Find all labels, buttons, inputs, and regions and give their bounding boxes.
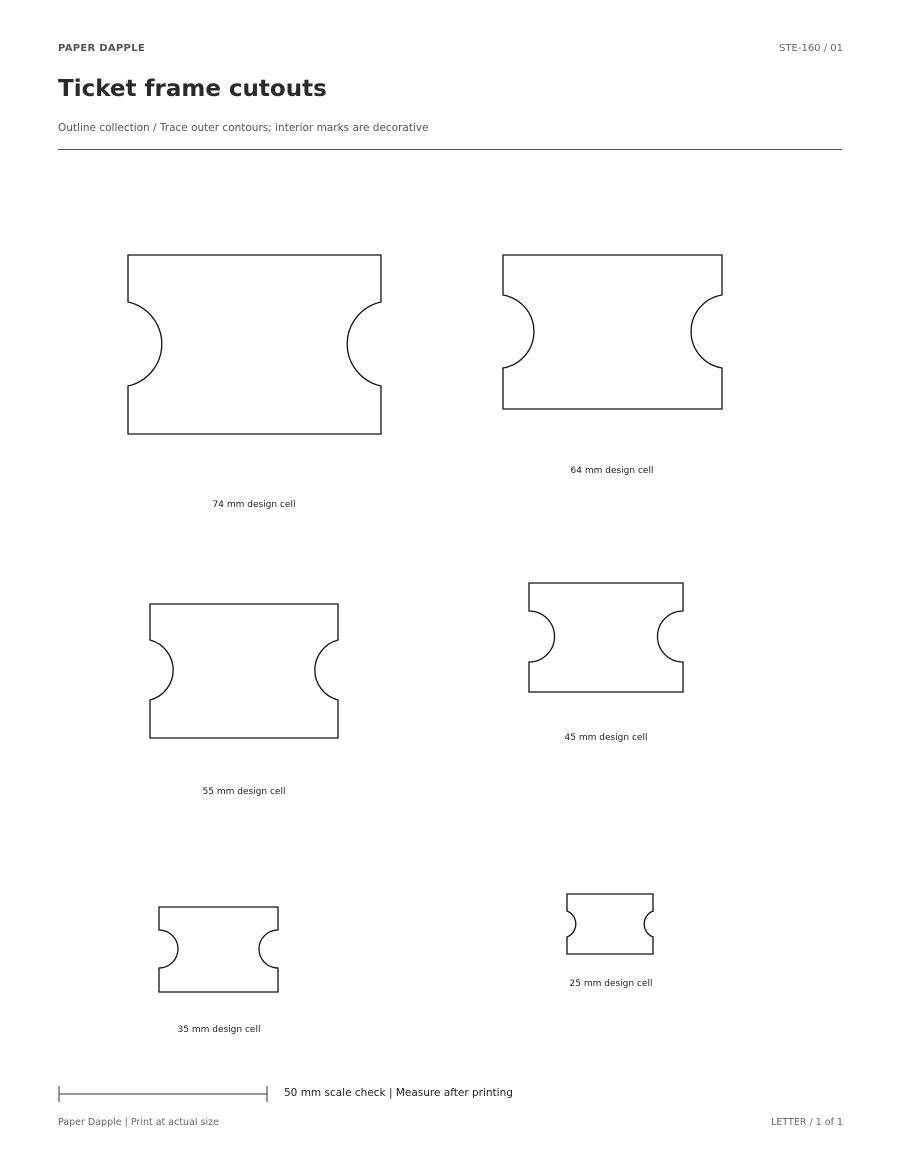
cell-label-25mm: 25 mm design cell	[569, 979, 653, 989]
cell-label-35mm: 35 mm design cell	[177, 1025, 261, 1035]
page-title: Ticket frame cutouts	[58, 76, 327, 102]
scale-check-label: 50 mm scale check | Measure after printing	[284, 1087, 513, 1099]
brand-name: PAPER DAPPLE	[58, 43, 145, 54]
cell-label-55mm: 55 mm design cell	[202, 787, 286, 797]
footer-print-note: Paper Dapple | Print at actual size	[58, 1117, 219, 1128]
ticket-outline-25mm	[567, 894, 653, 954]
ticket-outline-35mm	[159, 907, 278, 992]
cell-label-64mm: 64 mm design cell	[570, 466, 654, 476]
ticket-outline-45mm	[529, 583, 683, 692]
scale-bar	[58, 1085, 268, 1103]
ticket-outline-74mm	[128, 255, 381, 434]
footer-page-info: LETTER / 1 of 1	[771, 1117, 843, 1128]
cell-label-74mm: 74 mm design cell	[212, 500, 296, 510]
sheet-id: STE-160 / 01	[779, 43, 843, 54]
ticket-outline-64mm	[503, 255, 722, 409]
page-subtitle: Outline collection / Trace outer contours; interior marks are decorative	[58, 122, 429, 134]
cell-label-45mm: 45 mm design cell	[564, 733, 648, 743]
ticket-outline-55mm	[150, 604, 338, 738]
